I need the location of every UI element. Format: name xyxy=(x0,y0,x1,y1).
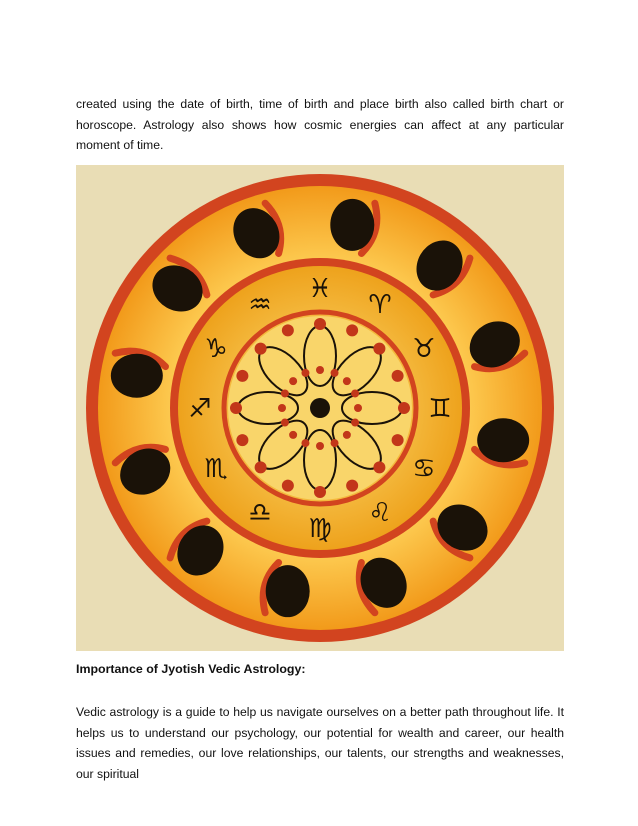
mandala-bead xyxy=(373,461,385,473)
mandala-bead xyxy=(230,402,242,414)
section-heading: Importance of Jyotish Vedic Astrology: xyxy=(76,662,306,676)
zodiac-glyph: ♊ xyxy=(428,394,452,424)
section-body-paragraph: Vedic astrology is a guide to help us navigate ourselves on a better path throughout life. It helps us to understand our psychology, our potential for wealth and career, our health issues and remedies, our love relationships, our talents, our strengths and weaknesses, our spiritual xyxy=(76,705,564,781)
zodiac-glyph: ♑ xyxy=(204,334,228,364)
mandala-center xyxy=(310,398,330,418)
zodiac-wheel-graphic xyxy=(76,165,564,651)
mandala-dot xyxy=(289,431,297,439)
mandala-dot xyxy=(281,389,289,397)
zodiac-glyph: ♐ xyxy=(188,394,212,424)
zodiac-glyph: ♉ xyxy=(412,334,436,364)
sagittarius-archer-icon xyxy=(111,354,163,398)
zodiac-glyph: ♓ xyxy=(308,274,332,304)
mandala-dot xyxy=(343,377,351,385)
mandala-dot xyxy=(316,366,324,374)
mandala-dot xyxy=(331,369,339,377)
mandala-bead xyxy=(314,318,326,330)
gemini-twins-icon xyxy=(477,418,529,462)
mandala-bead xyxy=(392,370,404,382)
zodiac-glyph: ♒ xyxy=(248,290,272,321)
mandala-bead xyxy=(236,370,248,382)
mandala-bead xyxy=(282,480,294,492)
zodiac-glyph: ♍ xyxy=(308,514,332,544)
mandala-dot xyxy=(351,389,359,397)
mandala-bead xyxy=(314,486,326,498)
mandala-bead xyxy=(392,434,404,446)
mandala-dot xyxy=(343,431,351,439)
mandala-bead xyxy=(346,480,358,492)
mandala-dot xyxy=(301,369,309,377)
mandala-dot xyxy=(354,404,362,412)
pisces-fish-icon xyxy=(330,199,374,251)
mandala-dot xyxy=(331,439,339,447)
zodiac-glyph: ♈ xyxy=(368,290,392,321)
mandala-dot xyxy=(301,439,309,447)
zodiac-glyph: ♎ xyxy=(248,497,272,528)
mandala-dot xyxy=(316,442,324,450)
mandala-dot xyxy=(351,419,359,427)
mandala-bead xyxy=(255,461,267,473)
virgo-maiden-icon xyxy=(266,565,310,617)
zodiac-glyph: ♌ xyxy=(368,497,392,528)
mandala-bead xyxy=(346,324,358,336)
mandala-dot xyxy=(289,377,297,385)
zodiac-glyph: ♏ xyxy=(204,454,228,484)
mandala-bead xyxy=(373,343,385,355)
zodiac-glyph: ♋ xyxy=(412,454,436,484)
intro-paragraph: created using the date of birth, time of birth and place birth also called birth chart or horoscope. Astrology also shows how cosmic energies can affect at any particular moment of time. xyxy=(76,97,564,153)
mandala-dot xyxy=(278,404,286,412)
zodiac-wheel-image xyxy=(76,165,564,651)
mandala-bead xyxy=(398,402,410,414)
mandala-bead xyxy=(282,324,294,336)
mandala-bead xyxy=(255,343,267,355)
mandala-dot xyxy=(281,419,289,427)
mandala-bead xyxy=(236,434,248,446)
